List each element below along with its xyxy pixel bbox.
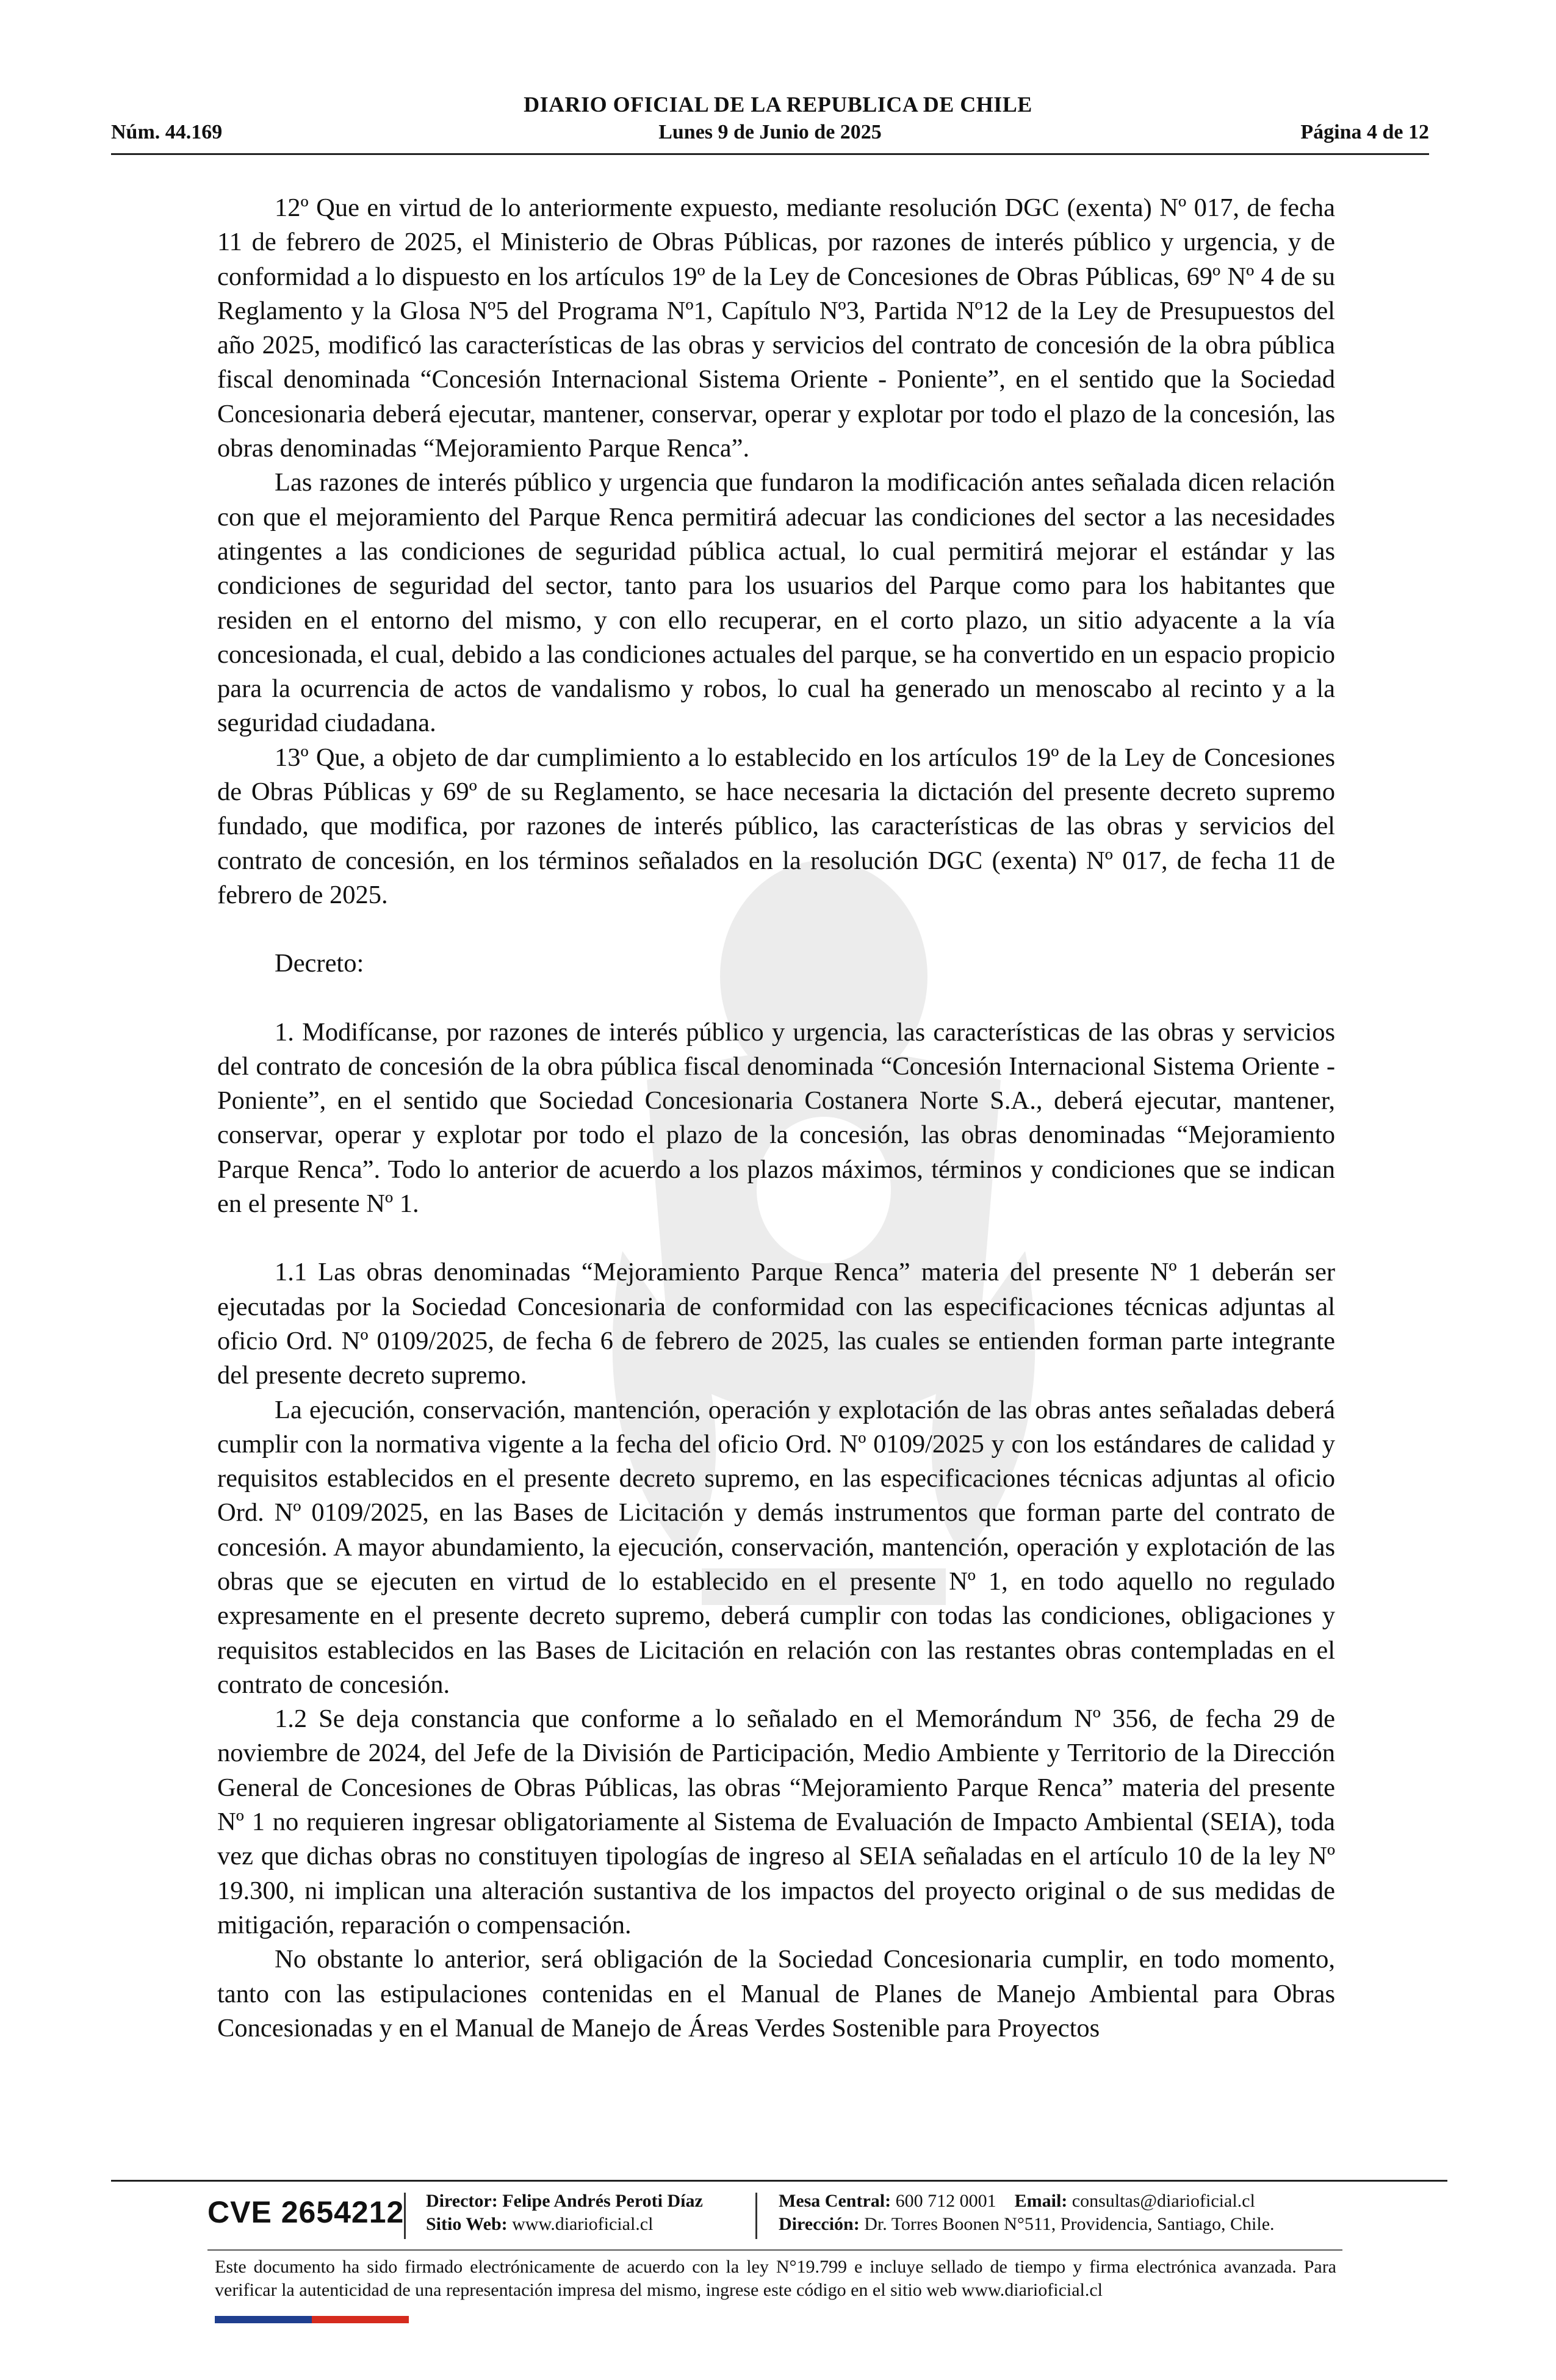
- header-divider: [111, 153, 1429, 155]
- paragraph-13: 13º Que, a objeto de dar cumplimiento a lo establecido en los artículos 19º de la Ley de Concesiones de Obras Públicas y 69º de su Reglamento, se hace necesaria la dictación del presente decreto supremo fundado, que modifica, por razones de interés público, las características de las obras y servicios del contrato de concesión, en los términos señalados en la resolución DGC (exenta) Nº 017, de fecha 11 de febrero de 2025.: [217, 743, 1335, 909]
- director-name: Felipe Andrés Peroti Díaz: [502, 2191, 703, 2211]
- footer-divider: [111, 2180, 1447, 2182]
- paragraph-ejecucion: La ejecución, conservación, mantención, operación y explotación de las obras antes señaladas deberá cumplir con la normativa vigente a la fecha del oficio Ord. Nº 0109/2025 y con los estándares de calidad y requisitos establecidos en el presente decreto supremo, en las especificaciones técnicas adjuntas al oficio Ord. Nº 0109/2025, en las Bases de Licitación y demás instrumentos que forman parte del contrato de concesión. A mayor abundamiento, la ejecución, conservación, mantención, operación y explotación de las obras que se ejecuten en virtud de lo establecido en el presente Nº 1, en todo aquello no regulado expresamente en el presente decreto supremo, deberá cumplir con todas las condiciones, obligaciones y requisitos establecidos en las Bases de Licitación en relación con las restantes obras contempladas en el contrato de concesión.: [217, 1395, 1335, 1699]
- web-link[interactable]: www.diarioficial.cl: [512, 2214, 654, 2234]
- signature-note: Este documento ha sido firmado electrónicamente de acuerdo con la ley N°19.799 e incluye sellado de tiempo y firma electrónica avanzada. Para verificar la autenticidad de una representación impresa del mismo, ingrese este código en el sitio web www.diarioficial.cl: [215, 2257, 1336, 2300]
- footer-separator: [404, 2193, 406, 2239]
- page-number: Página 4 de 12: [1300, 121, 1429, 143]
- footer-note-divider: [207, 2249, 1342, 2251]
- address-label: Dirección:: [779, 2214, 860, 2234]
- issue-number: Núm. 44.169: [111, 121, 223, 143]
- web-label: Sitio Web:: [426, 2214, 508, 2234]
- paragraph-12: 12º Que en virtud de lo anteriormente expuesto, mediante resolución DGC (exenta) Nº 017, de fecha 11 de febrero de 2025, el Ministerio de Obras Públicas, por razones de interés público y urgencia, y de conformidad a lo dispuesto en los artículos 19º de la Ley de Concesiones de Obras Públicas, 69º Nº 4 de su Reglamento y la Glosa Nº5 del Programa Nº1, Capítulo Nº3, Partida Nº12 de la Ley de Presupuestos del año 2025, modificó las características de las obras y servicios del contrato de concesión de la obra pública fiscal denominada “Concesión Internacional Sistema Oriente - Poniente”, en el sentido que la Sociedad Concesionaria deberá ejecutar, mantener, conservar, operar y explotar por todo el plazo de la concesión, las obras denominadas “Mejoramiento Parque Renca”.: [217, 193, 1335, 463]
- flag-color-bar: [215, 2316, 409, 2323]
- decreto-heading: Decreto:: [275, 949, 364, 978]
- flag-red-segment: [312, 2316, 409, 2323]
- footer-director-column: [426, 2190, 703, 2236]
- footer-separator: [755, 2193, 757, 2239]
- footer-contact-column: [779, 2190, 1275, 2236]
- email-link[interactable]: consultas@diarioficial.cl: [1072, 2191, 1255, 2211]
- paragraph-1-2: 1.2 Se deja constancia que conforme a lo señalado en el Memorándum Nº 356, de fecha 29 de noviembre de 2024, del Jefe de la División de Participación, Medio Ambiente y Territorio de la Dirección General de Concesiones de Obras Públicas, las obras “Mejoramiento Parque Renca” materia del presente Nº 1 no requieren ingresar obligatoriamente al Sistema de Evaluación de Impacto Ambiental (SEIA), toda vez que dichas obras no constituyen tipologías de ingreso al SEIA señaladas en el artículo 10 de la ley Nº 19.300, ni implican una alteración sustantiva de los impactos del proyecto original o de sus medidas de mitigación, reparación o compensación.: [217, 1704, 1335, 1939]
- mesa-label: Mesa Central:: [779, 2191, 891, 2211]
- document-body: [217, 191, 1335, 2046]
- issue-date: Lunes 9 de Junio de 2025: [658, 121, 882, 143]
- email-label: Email:: [1014, 2191, 1068, 2211]
- paragraph-no-obstante: No obstante lo anterior, será obligación de la Sociedad Concesionaria cumplir, en todo momento, tanto con las estipulaciones contenidas en el Manual de Planes de Manejo Ambiental para Obras Concesionadas y en el Manual de Manejo de Áreas Verdes Sostenible para Proyectos: [217, 1945, 1335, 2043]
- paragraph-1: 1. Modifícanse, por razones de interés público y urgencia, las características de las obras y servicios del contrato de concesión de la obra pública fiscal denominada “Concesión Internacional Sistema Oriente - Poniente”, en el sentido que Sociedad Concesionaria Costanera Norte S.A., deberá ejecutar, mantener, conservar, operar y explotar por todo el plazo de la concesión, las obras denominadas “Mejoramiento Parque Renca”. Todo lo anterior de acuerdo a los plazos máximos, términos y condiciones que se indican en el presente Nº 1.: [217, 1017, 1335, 1219]
- flag-blue-segment: [215, 2316, 312, 2323]
- mesa-phone: 600 712 0001: [895, 2191, 996, 2211]
- paragraph-razones: Las razones de interés público y urgencia que fundaron la modificación antes señalada dicen relación con que el mejoramiento del Parque Renca permitirá adecuar las condiciones del sector a las necesidades atingentes a las condiciones de seguridad pública actual, lo cual permitirá mejorar el estándar y las condiciones de seguridad del sector, tanto para los usuarios del Parque como para los habitantes que residen en el entorno del mismo, y con ello recuperar, en el corto plazo, un sitio adyacente a la vía concesionada, el cual, debido a las condiciones actuales del parque, se ha convertido en un espacio propicio para la ocurrencia de actos de vandalismo y robos, lo cual ha generado un menoscabo al recinto y a la seguridad ciudadana.: [217, 468, 1335, 738]
- cve-code: CVE 2654212: [207, 2195, 405, 2229]
- director-label: Director:: [426, 2191, 498, 2211]
- newspaper-title: DIARIO OFICIAL DE LA REPUBLICA DE CHILE: [524, 92, 1032, 117]
- header-row: [111, 121, 1429, 151]
- paragraph-1-1: 1.1 Las obras denominadas “Mejoramiento Parque Renca” materia del presente Nº 1 deberán ser ejecutadas por la Sociedad Concesionaria de conformidad con las especificaciones técnicas adjuntas al oficio Ord. Nº 0109/2025, de fecha 6 de febrero de 2025, las cuales se entienden forman parte integrante del presente decreto supremo.: [217, 1258, 1335, 1390]
- footer-info: [207, 2190, 1428, 2245]
- address-value: Dr. Torres Boonen N°511, Providencia, Santiago, Chile.: [864, 2214, 1275, 2234]
